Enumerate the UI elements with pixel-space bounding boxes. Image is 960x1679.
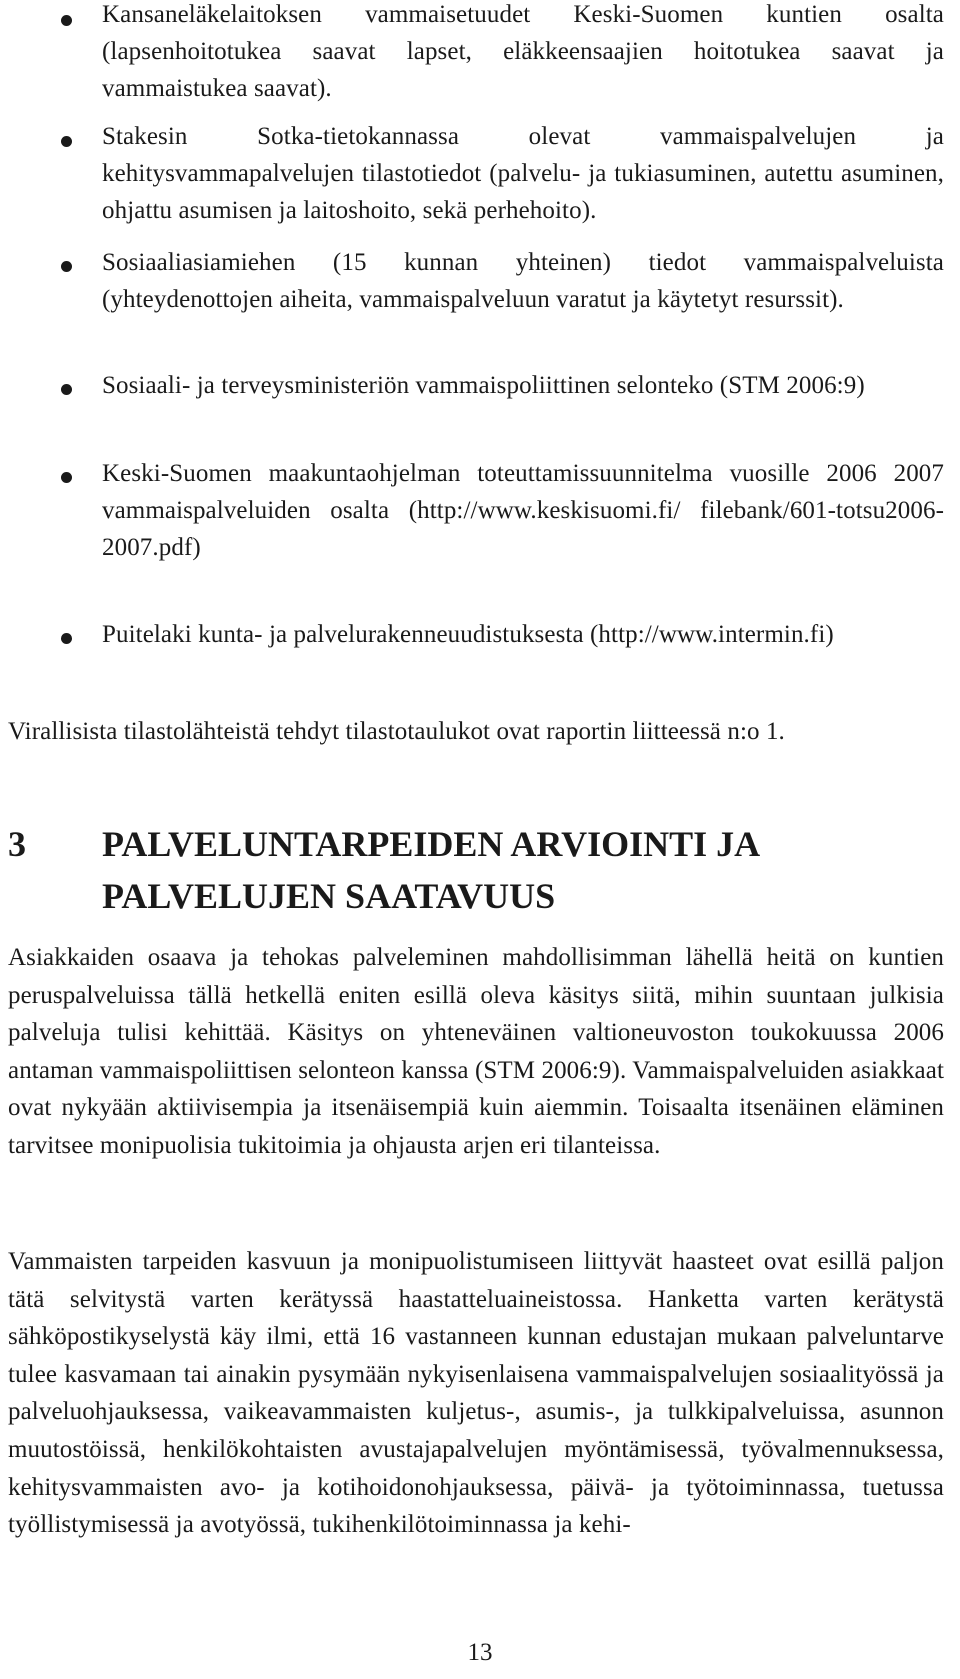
body-paragraph: Vammaisten tarpeiden kasvuun ja monipuolistumiseen liittyvät haasteet ovat esillä paljon tätä selvitystä varten kerätyssä haastatteluaineistossa. Hanketta varten kerätystä sähköpostikyselystä käy ilmi, että 16 vastanneen kunnan edustajan mukaan palveluntarve tulee kasvamaan tai ainakin pysymään nykyisenlaisena vammaispalvelujen sosiaalityössä ja palveluohjauksessa, vaikeavammaisten kuljetus-, asumis-, ja tulkkipalveluissa, asunnon muutostöissä, henkilökohtaisten avustajapalvelujen myöntämisessä, työvalmennuksessa, kehitysvammaisten avo- ja kotihoidonohjauksessa, päivä- ja työtoiminnassa, tuetussa työllistymisessä ja avotyössä, tukihenkilötoiminnassa ja kehi-: [8, 1248, 944, 1539]
list-item-text: Puitelaki kunta- ja palvelurakenneuudistuksesta (http://www.intermin.fi): [102, 621, 834, 648]
bullet-icon: [61, 633, 72, 644]
bullet-icon: [61, 384, 72, 395]
bullet-icon: [61, 261, 72, 272]
section-number: 3: [8, 824, 26, 864]
list-item-text: Keski-Suomen maakuntaohjelman toteuttamissuunnitelma vuosille 2006 2007 vammaispalveluiden osalta (http://www.keskisuomi.fi/ filebank/601-totsu2006-2007.pdf): [102, 460, 944, 562]
list-item-text: Stakesin Sotka-tietokannassa olevat vammaispalvelujen ja kehitysvammapalvelujen tilastotiedot (palvelu- ja tukiasuminen, autettu asuminen, ohjattu asumisen ja laitoshoito, sekä perhehoito).: [102, 123, 944, 225]
list-item-text: Kansaneläkelaitoksen vammaisetuudet Keski-Suomen kuntien osalta (lapsenhoitotukea saavat lapset, eläkkeensaajien hoitotukea saavat ja vammaistukea saavat).: [102, 1, 944, 103]
body-paragraph: Asiakkaiden osaava ja tehokas palveleminen mahdollisimman lähellä heitä on kuntien peruspalveluissa tällä hetkellä eniten esillä oleva käsitys siitä, mihin suuntaan julkisia palveluja tulisi kehittää. Käsitys on yhteneväinen valtioneuvoston toukokuussa 2006 antaman vammaispoliittisen selonteon kanssa (STM 2006:9). Vammaispalveluiden asiakkaat ovat nykyään aktiivisempia ja itsenäisempiä kuin aiemmin. Toisaalta itsenäinen eläminen tarvitsee monipuolisia tukitoimia ja ohjausta arjen eri tilanteissa.: [8, 944, 944, 1159]
page-number: 13: [467, 1639, 493, 1666]
section-title: PALVELUNTARPEIDEN ARVIOINTI JA PALVELUJEN SAATAVUUS: [102, 824, 759, 916]
bullet-icon: [61, 136, 72, 147]
bullet-icon: [61, 472, 72, 483]
list-item-text: Sosiaaliasiamiehen (15 kunnan yhteinen) tiedot vammaispalveluista (yhteydenottojen aiheita, vammaispalveluun varatut ja käytetyt resurssit).: [102, 249, 944, 314]
list-item-text: Sosiaali- ja terveysministeriön vammaispoliittinen selonteko (STM 2006:9): [102, 372, 865, 399]
intro-paragraph: Virallisista tilastolähteistä tehdyt tilastotaulukot ovat raportin liitteessä n:o 1.: [8, 718, 785, 745]
bullet-icon: [61, 15, 72, 26]
